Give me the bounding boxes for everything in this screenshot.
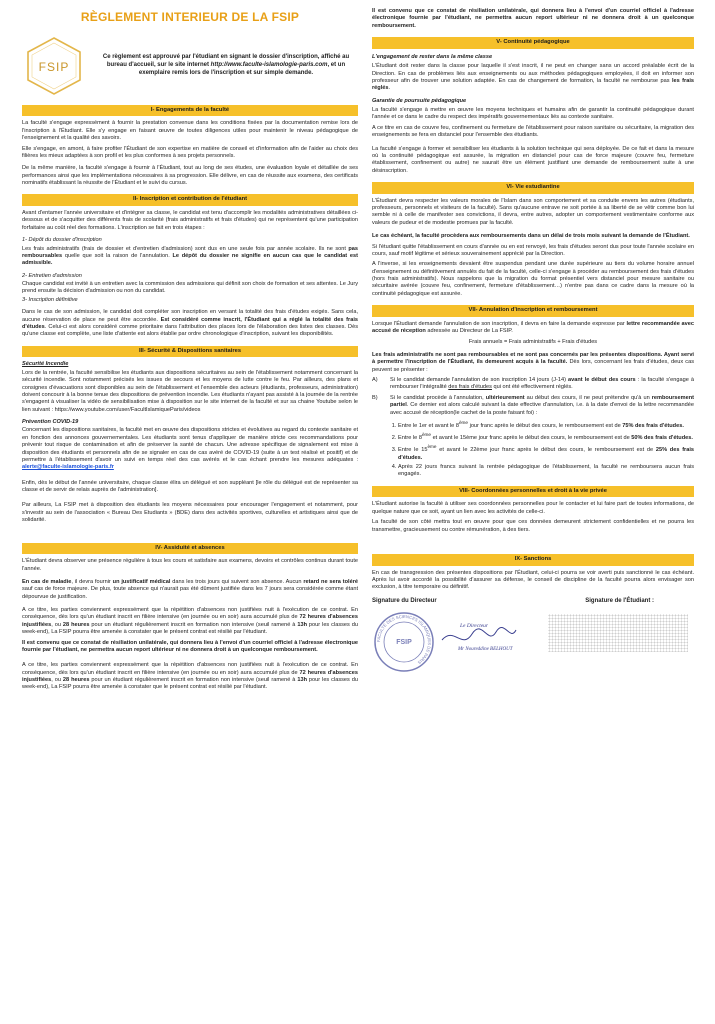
- paragraph: Les frais administratifs ne sont pas remboursables et ne sont pas concernés par les présentes dispositions. Ayant servi à permettre l'inscription de l'Étudiant, ils demeurent acquis à la faculté. Dès lors, concernant les frais d'études, deux cas peuvent se présenter :: [372, 351, 694, 373]
- refund-item: 2. Entre le 8ème et avant le 15ème jour franc après le début des cours, le remboursement est de 50% des frais d'études.: [398, 432, 694, 442]
- subheading: Prévention COVID-19: [22, 419, 79, 425]
- signature-labels: [372, 598, 694, 606]
- paragraph: La faculté s'engage expressément à fournir la prestation convenue dans les conditions fixées par la documentation remise lors de l'inscription à l'Étudiant. Elle s'y engage en faisant œuvre de toutes diligences utiles pour maintenir le niveau pédagogique de l'enseignement et la qualité des savoirs.: [22, 120, 358, 142]
- director-signature-label: Signature du Directeur: [372, 597, 437, 604]
- section-title-4: IV- Assiduité et absences: [22, 543, 358, 555]
- left-column: [22, 8, 358, 1018]
- right-column: [372, 8, 694, 1018]
- paragraph: Il est convenu que ce constat de résiliation unilatérale, qui donnera lieu à l'envoi d'un courriel officiel à l'adresse électronique fournie par l'étudiant, ne permettra aucun report ultérieur ni ne donnera droit à un quelconque remboursement.: [22, 639, 358, 653]
- paragraph: L'Étudiant doit rester dans la classe pour laquelle il s'est inscrit, il ne peut en changer sans un accord préalable écrit de la Direction. En cas de problèmes liés aux enseignements ou aux méthodes pédagogiques employées, il doit en informer son professeur afin de trouver une solution adaptée. En cas de changement de formation, la faculté ne rembourse pas les frais réglés.: [372, 63, 694, 92]
- director-signature-icon: [436, 620, 520, 654]
- paragraph: Il est convenu que ce constat de résiliation unilatérale, qui donnera lieu à l'envoi d'un courriel officiel à l'adresse électronique fournie par l'étudiant, ne permettra aucun report ultérieur ni ne donnera droit à un quelconque remboursement.: [372, 8, 694, 29]
- refund-item: 3. Entre le 15ème et avant le 22ème jour franc après le début des cours, le remboursement est de 25% des frais d'études.: [398, 444, 694, 462]
- paragraph: De la même manière, la faculté s'engage à fournir à l'Étudiant, tout au long de ses études, une évaluation loyale et détaillée de ses performances ainsi que les implémentations nécessaires à sa progression. Elle délivre, en cas de réussite aux examens, des certificats nominatifs établissant la réussite de l'Étudiant et le suivi du cursus.: [22, 165, 358, 187]
- student-signature-label: Signature de l'Étudiant :: [585, 597, 654, 604]
- paragraph: La faculté s'engage à former et sensibiliser les étudiants à la solution technique qui sera déployée. De ce fait et dans la mesure où la continuité pédagogique est assurée, la migration en distanciel pour cas de force majeure (couvre feu, fermeture établissement, confinement ou autre) ne saurait être un élément justifiant une demande de remboursement suite à une désinscription.: [372, 145, 694, 174]
- paragraph: Concernant les dispositions sanitaires, la faculté met en œuvre des dispositions strictes et évolutives au regard du contexte sanitaire et en fonction des annonces gouvernementales. Les étudiants sont tenus d'appliquer de manière stricte ces recommandations pour prévenir tout risque de contamination et afin de préserver la santé de chacun. Une adresse spécifique de signalement est mise à disposition des étudiants et personnels afin de se signaler en cas de cas avéré de COVID-19 (suite à un test réalisé et positif) et de permettre à l'établissement d'avoir un suivi en temps réel des cas avérés et le cas échant prendre les mesures adéquates : alerte@faculte-islamologie-paris.fr: [22, 427, 358, 471]
- fsip-logo: [22, 34, 86, 98]
- student-signature-box[interactable]: [548, 614, 688, 652]
- section-title-1: I- Engagements de la faculté: [22, 105, 358, 117]
- alert-email-link[interactable]: alerte@faculte-islamologie-paris.fr: [22, 464, 114, 471]
- section-title-7: VII- Annulation d'inscription et remboursement: [372, 305, 694, 317]
- subheading: 3- Inscription définitive: [22, 296, 78, 303]
- faculty-stamp-icon: [372, 610, 436, 674]
- paragraph: Les frais administratifs (frais de dossier et d'entretien d'admission) sont dus en une seule fois par année scolaire. Ils ne sont pas remboursables quelle que soit la raison de l'annulation. Le dépôt du dossier ne signifie en aucun cas que le candidat est admissible.: [22, 245, 358, 267]
- paragraph: Par ailleurs, La FSIP met à disposition des étudiants les moyens nécessaires pour encourager l'engagement et notamment, pour s'investir au sein de l'association « Bureau Des Etudiants » (BDE) dans des activités sportives, culturelles et artistiques ainsi que de solidarité.: [22, 502, 358, 524]
- paragraph: La faculté s'engage à mettre en œuvre les moyens techniques et humains afin de garantir la continuité pédagogique durant l'année et ce dans le cadre du respect des impératifs gouvernementaux liés au contexte sanitaire.: [372, 107, 694, 121]
- paragraph: En cas de maladie, il devra fournir un justificatif médical dans les trois jours qui suivent son absence. Aucun retard ne sera toléré sauf cas de force majeure. De plus, toute absence qui n'aurait pas été dûment justifiée dans les 7 jours sera considérée comme étant dépourvue de justification.: [22, 578, 358, 600]
- paragraph: Le cas échéant, la faculté procèdera aux remboursements dans un délai de trois mois suivant la demande de l'Étudiant.: [372, 233, 690, 240]
- case-b: B) Si le candidat procède à l'annulation, ultérieurement au début des cours, il ne peut prétendre qu'à un remboursement partiel. Ce dernier est alors calculé suivant la date effective d'annulation, i.e. à la date d'envoi de la lettre recommandée avec accusé de réception(le cachet de la poste faisant foi) :: [372, 394, 694, 416]
- intro-text: Ce règlement est approuvé par l'étudiant en signant le dossier d'inscription, affiché au bureau d'accueil, sur le site internet http://www.faculte-islamologie-paris.com, et un exemplaire remis lors de l'inscription et sur simple demande.: [102, 53, 350, 76]
- paragraph: A ce titre, les parties conviennent expressément que la répétition d'absences non justifiées nuit à l'exécution de ce contrat. En conséquence, dès lors qu'un étudiant inscrit en filière intensive (en journée ou en soir) aura accumulé plus de 72 heures d'absences injustifiées, ou 28 heures pour un étudiant régulièrement inscrit en formation non intensive (seuil ramené à 13h pour les classes du week-end), La FSIP pourra être amenée à constater que le présent contrat est résilié par l'étudiant.: [22, 662, 358, 691]
- site-url[interactable]: http://www.faculte-islamologie-paris.com: [210, 61, 328, 68]
- section-title-8: VIII- Coordonnées personnelles et droit à la vie privée: [372, 486, 694, 498]
- paragraph: Dans le cas de son admission, le candidat doit compléter son inscription en versant la totalité des frais d'études exigés. Sans cela, aucune réservation de place ne peut être accordée. Est considéré comme inscrit, l'Étudiant qui a réglé la totalité des frais d'études. Celui-ci est alors considéré comme prioritaire dans l'attribution des places lors de l'élaboration des listes des classes. Dès qu'une classe est complète, une liste d'attente est alors établie par ordre chronologique d'inscription, suivant les disponibilités.: [22, 309, 358, 338]
- svg-text:FACULTÉ DES SCIENCES ISLAMIQUE: FACULTÉ DES SCIENCES ISLAMIQUES DE PARIS: [375, 613, 433, 665]
- paragraph: Avant d'entamer l'année universitaire et d'intégrer sa classe, le candidat est tenu d'accomplir les modalités administratives détaillées ci-dessous et de s'acquitter des différents frais de scolarité (frais administratifs et frais d'études) qui ne représentent qu'une participation forfaitaire au coût réel des formations. L'inscription se fait en trois étapes :: [22, 210, 358, 231]
- refund-cases: [372, 377, 694, 417]
- subheading: 1- Dépôt du dossier d'inscription: [22, 237, 102, 244]
- svg-text:Mr Noureddine BELHOUT: Mr Noureddine BELHOUT: [458, 646, 513, 652]
- signature-area: [372, 610, 694, 680]
- paragraph: Enfin, dès le début de l'année universitaire, chaque classe élira un délégué et son suppléant [le rôle du délégué est de représenter sa classe et de servir de relais auprès de l'administration].: [22, 479, 358, 493]
- logo-text: FSIP: [38, 59, 70, 74]
- paragraph: L'Étudiant autorise la faculté à utiliser ses coordonnées personnelles pour le contacter et lui faire part de toutes informations, de quelque nature que ce soit, ayant un lien avec les activités de celle-ci.: [372, 501, 694, 515]
- section-title-3: III- Sécurité & Dispositions sanitaires: [22, 346, 358, 358]
- section-title-5: V- Continuité pédagogique: [372, 37, 694, 49]
- subheading: L'engagement de rester dans la même classe: [372, 53, 493, 60]
- paragraph: A ce titre en cas de couvre feu, confinement ou fermeture de l'établissement pour raison sanitaire ou sécuritaire, la migration des enseignements se fera en distanciel pour l'ensemble des étudiants.: [372, 124, 694, 139]
- intro-block: [22, 34, 358, 98]
- subheading: 2- Entretien d'admission: [22, 272, 82, 279]
- refund-schedule: [384, 420, 694, 479]
- paragraph: Chaque candidat est invité à un entretien avec la commission des admissions qui définit son choix de formation et ses attentes. Le Jury prend ensuite la décision d'admission ou non du candidat.: [22, 281, 358, 295]
- paragraph: L'Étudiant devra respecter les valeurs morales de l'Islam dans son comportement et sa conduite envers les autres (étudiants, professeurs, personnels et visiteurs de la faculté). Sans qu'aucune entrave ne soit portée à sa liberté de se vêtir comme bon lui semble ni à celle de manifester ses convictions, il devra, entre autres, adopter un comportement vestimentaire conforme aux valeurs de pudeur et de modestie promues par la faculté.: [372, 197, 694, 226]
- subheading: Garantie de poursuite pédagogique: [372, 97, 467, 104]
- section-title-6: VI- Vie estudiantine: [372, 182, 694, 194]
- paragraph: A ce titre, les parties conviennent expressément que la répétition d'absences non justifiées nuit à l'exécution de ce contrat. En conséquence, dès lors qu'un étudiant inscrit en filière intensive (en journée ou en soir) aura accumulé plus de 72 heures d'absences injustifiées, ou 28 heures pour un étudiant régulièrement inscrit en formation non intensive (seuil ramené à 13h pour les classes du week-end), La FSIP pourra être amenée à constater que le présent contrat est résilié par l'étudiant.: [22, 607, 358, 636]
- paragraph: A l'inverse, si les enseignements devaient être suspendus pendant une durée supérieure au tiers du volume horaire annuel d'enseignement ou définitivement annulés du fait de la faculté, celle-ci s'engage à procéder au remboursement des frais d'études (hors frais administratifs). Nous rappelons que la migration du format présentiel vers distanciel pour mesure sanitaire ou sécuritaire avérée (couvre feu, confinement, fermeture d'établissement…) n'entre pas dans ce cadre dans la mesure où la continuité pédagogique est assurée.: [372, 261, 694, 297]
- paragraph: Elle s'engage, en amont, à faire profiter l'Étudiant de son expertise en matière de conseil et d'information afin de l'aider au choix des filières les mieux adaptées à son profil et les plus conformes à ses projets personnels.: [22, 145, 358, 159]
- paragraph: En cas de transgression des présentes dispositions par l'Étudiant, celui-ci pourra se voir averti puis sanctionné le cas échéant. Après lui avoir accordé la possibilité d'assurer sa défense, le conseil de discipline de la faculté pourra alors envisager son exclusion, à titre temporaire ou définitif.: [372, 569, 694, 591]
- case-a: A) Si le candidat demande l'annulation de son inscription 14 jours (J-14) avant le début des cours : la faculté s'engage à rembourser l'intégralité des frais d'études qui ont été effectivement réglés.: [372, 377, 694, 391]
- paragraph: L'Étudiant devra observer une présence régulière à tous les cours et satisfaire aux examens, devoirs et contrôles continus durant toute l'année.: [22, 558, 358, 572]
- paragraph: La faculté de son côté mettra tout en œuvre pour que ces données demeurent strictement confidentielles et ne pourra les transmettre, gracieusement ou contre rémunération, à des tiers.: [372, 519, 694, 533]
- subheading: Sécurité Incendie: [22, 361, 69, 368]
- fees-formula: Frais annuels = Frais administratifs + Frais d'études: [468, 338, 598, 345]
- paragraph: Lorsque l'Étudiant demande l'annulation de son inscription, il devra en faire la demande expresse par lettre recommandée avec accusé de réception adressée au Directeur de La FSIP.: [372, 320, 694, 335]
- svg-text:FSIP: FSIP: [396, 638, 412, 646]
- section-title-9: IX- Sanctions: [372, 554, 694, 566]
- paragraph: Si l'étudiant quitte l'établissement en cours d'année ou en est renvoyé, les frais d'études seront dus pour toute l'année scolaire en cours, sauf motif légitime et sérieux souverainement apprécié par la Direction.: [372, 243, 694, 257]
- section-title-2: II- Inscription et contribution de l'étudiant: [22, 194, 358, 206]
- refund-item: 1. Entre le 1er et avant le 8ème jour franc après le début des cours, le remboursement est de 75% des frais d'études.: [398, 420, 694, 430]
- refund-item: 4. Après 22 jours francs suivant la rentrée pédagogique de l'établissement, la faculté ne remboursera aucun frais engagés.: [398, 464, 694, 479]
- page-title: RÈGLEMENT INTERIEUR DE LA FSIP: [80, 10, 300, 24]
- svg-text:Le Directeur: Le Directeur: [460, 622, 489, 629]
- paragraph: Lors de la rentrée, la faculté sensibilise les étudiants aux dispositions sécuritaires au sein de l'établissement notamment concernant la sécurité incendie. Sont notamment précisés les issues de secours et les moyens de lutte contre le feu. Par ailleurs, des plans et consignes d'évacuations sont disponibles au sein de l'établissement et l'ensemble des acteurs (étudiants, professeurs, administration) doivent concourir à la bonne tenue des dispositions de prévention incendie. Les étudiants n'ayant pas assisté à la journée de la rentrée s'engagent à visualiser la vidéo de sensibilisation mise à disposition sur le site internet de la faculté et sur sa chaine Youtube selon le lien suivant : https://www.youtube.com/user/FacultIslamiqueParis/videos: [22, 369, 358, 413]
